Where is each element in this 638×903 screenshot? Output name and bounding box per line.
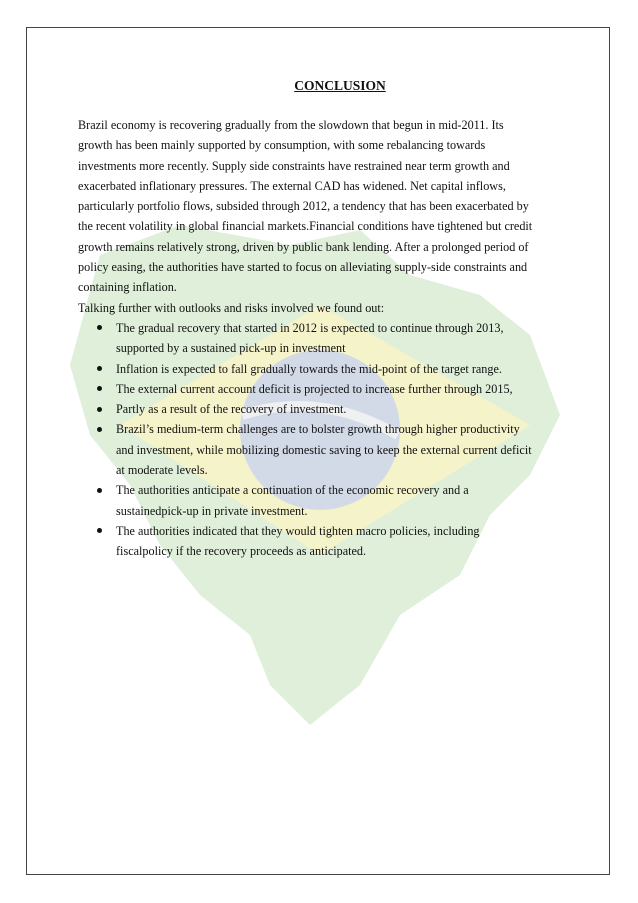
list-item-line: at moderate levels. [116,463,208,478]
paragraph-line: investments more recently. Supply side constraints have restrained near term growth and [78,158,510,173]
page-title: CONCLUSION [294,78,386,93]
bullet-dot-icon [97,386,102,391]
bullet-dot-icon [97,488,102,493]
paragraph-line: containing inflation. [78,280,177,295]
list-item [78,359,564,379]
list-item [78,480,564,521]
conclusion-paragraph [78,115,564,298]
list-item-line: fiscalpolicy if the recovery proceeds as anticipated. [116,544,367,559]
list-item-line: The authorities anticipate a continuation of the economic recovery and a [116,483,469,498]
bullet-dot-icon [97,325,102,330]
intro-line: Talking further with outlooks and risks involved we found out: [78,300,385,315]
paragraph-line: the recent volatility in global financial markets.Financial conditions have tightened but credit [78,219,533,234]
list-item-line: sustainedpick-up in private investment. [116,503,308,518]
paragraph-line: exacerbated inflationary pressures. The external CAD has widened. Net capital inflows, [78,178,506,193]
list-item-line: Partly as a result of the recovery of investment. [116,402,347,417]
bullet-list [78,318,564,562]
list-item-line: supported by a sustained pick-up in investment [116,341,346,356]
paragraph-line: particularly portfolio flows, subsided through 2012, a tendency that has been exacerbated by [78,199,529,214]
list-item [78,318,564,359]
bullet-dot-icon [97,407,102,412]
list-item [78,419,564,480]
bullet-dot-icon [97,366,102,371]
list-item [78,399,564,419]
bullet-dot-icon [97,528,102,533]
list-item-line: Brazil’s medium-term challenges are to bolster growth through higher productivity [116,422,520,437]
paragraph-line: Brazil economy is recovering gradually from the slowdown that begun in mid-2011. Its [78,118,504,132]
paragraph-line: policy easing, the authorities have started to focus on alleviating supply-side constraints and [78,260,528,275]
paragraph-line: growth remains relatively strong, driven by public bank lending. After a prolonged period of [78,239,529,254]
list-item [78,379,564,399]
bullet-dot-icon [97,427,102,432]
document-body [78,78,564,562]
list-item-line: and investment, while mobilizing domestic saving to keep the external current deficit [116,442,532,457]
list-item [78,521,564,562]
paragraph-line: growth has been mainly supported by consumption, with some rebalancing towards [78,138,486,153]
list-item-line: The authorities indicated that they would tighten macro policies, including [116,523,480,538]
list-item-line: The external current account deficit is projected to increase further through 2015, [116,381,513,396]
list-item-line: The gradual recovery that started in 2012 is expected to continue through 2013, [116,320,504,335]
list-item-line: Inflation is expected to fall gradually towards the mid-point of the target range. [116,361,502,376]
